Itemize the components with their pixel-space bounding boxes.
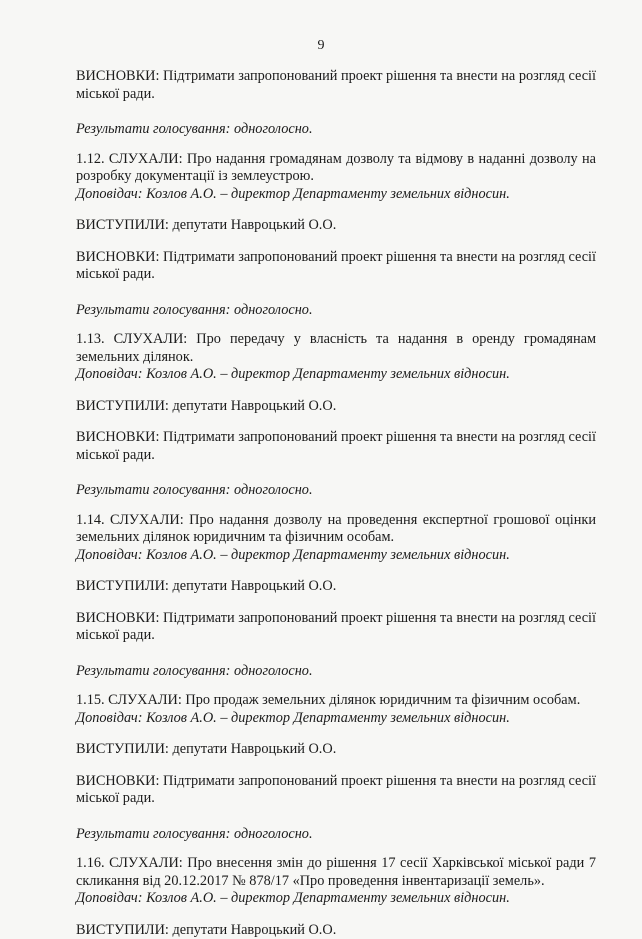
heard-item-1-16: 1.16. СЛУХАЛИ: Про внесення змін до рішення 17 сесії Харківської міської ради 7 скликання від 20.12.2017 № 878/17 «Про проведення інвентаризації земель».	[76, 855, 596, 890]
vote-result: Результати голосування: одноголосно.	[76, 302, 596, 320]
heard-item-1-13: 1.13. СЛУХАЛИ: Про передачу у власність та надання в оренду громадянам земельних ділянок.	[76, 331, 596, 366]
spoke-line: ВИСТУПИЛИ: депутати Навроцький О.О.	[76, 741, 596, 759]
speaker-line: Доповідач: Козлов А.О. – директор Департаменту земельних відносин.	[76, 186, 596, 204]
conclusion-text: ВИСНОВКИ: Підтримати запропонований проект рішення та внести на розгляд сесії міської ради.	[76, 429, 596, 464]
page-number: 9	[0, 38, 642, 54]
conclusion-text: ВИСНОВКИ: Підтримати запропонований проект рішення та внести на розгляд сесії міської ради.	[76, 610, 596, 645]
speaker-line: Доповідач: Козлов А.О. – директор Департаменту земельних відносин.	[76, 366, 596, 384]
speaker-line: Доповідач: Козлов А.О. – директор Департаменту земельних відносин.	[76, 890, 596, 908]
vote-result: Результати голосування: одноголосно.	[76, 482, 596, 500]
heard-item-1-12: 1.12. СЛУХАЛИ: Про надання громадянам дозволу та відмову в наданні дозволу на розробку документації із землеустрою.	[76, 151, 596, 186]
conclusion-text: ВИСНОВКИ: Підтримати запропонований проект рішення та внести на розгляд сесії міської ради.	[76, 249, 596, 284]
vote-result: Результати голосування: одноголосно.	[76, 663, 596, 681]
speaker-line: Доповідач: Козлов А.О. – директор Департаменту земельних відносин.	[76, 710, 596, 728]
heard-item-1-14: 1.14. СЛУХАЛИ: Про надання дозволу на проведення експертної грошової оцінки земельних ділянок юридичним та фізичним особам.	[76, 512, 596, 547]
heard-item-1-15: 1.15. СЛУХАЛИ: Про продаж земельних ділянок юридичним та фізичним особам.	[76, 692, 596, 710]
conclusion-text: ВИСНОВКИ: Підтримати запропонований проект рішення та внести на розгляд сесії міської ради.	[76, 68, 596, 103]
spoke-line: ВИСТУПИЛИ: депутати Навроцький О.О.	[76, 398, 596, 416]
conclusion-text: ВИСНОВКИ: Підтримати запропонований проект рішення та внести на розгляд сесії міської ради.	[76, 773, 596, 808]
vote-result: Результати голосування: одноголосно.	[76, 121, 596, 139]
spoke-line: ВИСТУПИЛИ: депутати Навроцький О.О.	[76, 578, 596, 596]
spoke-line: ВИСТУПИЛИ: депутати Навроцький О.О.	[76, 217, 596, 235]
speaker-line: Доповідач: Козлов А.О. – директор Департаменту земельних відносин.	[76, 547, 596, 565]
vote-result: Результати голосування: одноголосно.	[76, 826, 596, 844]
minutes-body	[76, 68, 596, 939]
spoke-line: ВИСТУПИЛИ: депутати Навроцький О.О.	[76, 922, 596, 939]
